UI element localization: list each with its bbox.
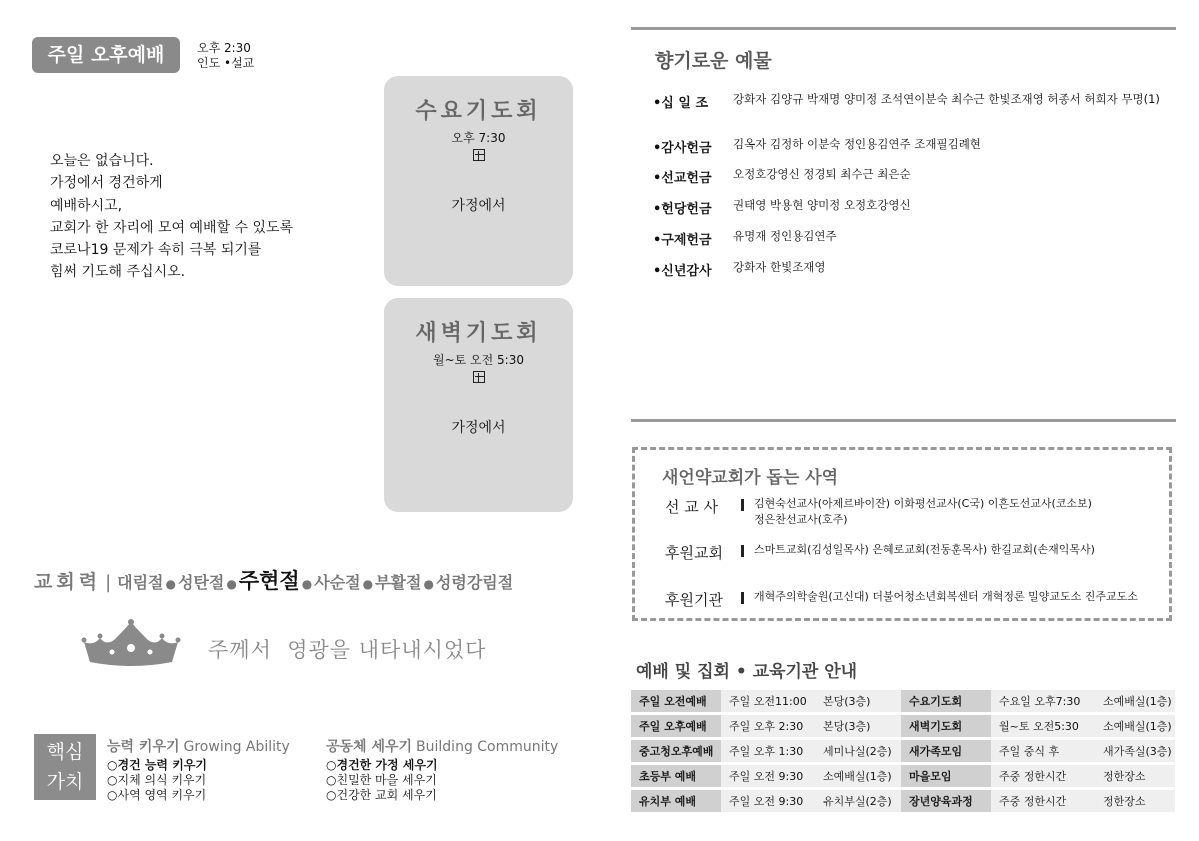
calendar-season: 성탄절 <box>178 573 225 592</box>
schedule-cell: 본당(3층) <box>815 690 901 712</box>
offering-row <box>653 137 1173 156</box>
core-values-label <box>34 734 96 800</box>
core-col-title: 능력 키우기 <box>107 739 180 755</box>
table-row <box>631 740 1175 762</box>
offering-names: 오정호강영신 정경퇴 최수근 최은순 <box>733 167 911 181</box>
calendar-season-current: 주현절 <box>238 569 300 593</box>
calendar-season: 사순절 <box>314 573 361 592</box>
mission-names: 개혁주의학술원(고신대) 더불어청소년회복센터 개혁정론 밀양교도소 진주교도소 <box>754 590 1138 603</box>
calendar-season: 부활절 <box>375 573 422 592</box>
schedule-event: 새가족모임 <box>901 740 991 762</box>
offering-label: •감사헌금 <box>653 141 712 156</box>
church-calendar: 교회력 | 대림절 ● 성탄절 ●주현절 ● 사순절 ● 부활절 ● 성령강림절 <box>34 569 514 593</box>
offering-label: •구제헌금 <box>653 233 712 248</box>
offering-names: 강화자 한빛조재영 <box>733 260 826 274</box>
schedule-cell: 정한장소 <box>1095 765 1175 787</box>
mission-names: 정은찬선교사(호주) <box>754 513 848 526</box>
bar-marker <box>741 499 744 511</box>
calendar-season: 대림절 <box>117 573 164 592</box>
divider <box>631 27 1176 30</box>
offering-names: 강화자 김양규 박재명 양미정 조석연이분숙 최수근 한빛조재영 허종서 허희자 무명(1) <box>733 92 1160 106</box>
wednesday-prayer-place: 가정에서 <box>451 198 506 214</box>
dawn-prayer-title: 새벽기도회 <box>415 321 542 346</box>
offering-row <box>653 198 1173 217</box>
offering-names: 유명재 정인용김연주 <box>733 229 837 243</box>
schedule-table <box>631 687 1175 815</box>
schedule-cell: 본당(3층) <box>815 715 901 737</box>
core-col-title: 공동체 세우기 <box>326 739 413 755</box>
schedule-cell: 수요일 오후7:30 <box>991 690 1095 712</box>
mission-row <box>665 589 1138 610</box>
core-label-line: 가치 <box>46 771 84 793</box>
schedule-event: 초등부 예배 <box>631 765 721 787</box>
calendar-theme: 주께서 영광을 내타내시었다 <box>208 638 487 662</box>
sunday-pm-title: 주일 오후예배 <box>32 37 180 73</box>
core-label-line: 핵심 <box>46 741 84 763</box>
schedule-event: 수요기도회 <box>901 690 991 712</box>
table-row <box>631 790 1175 812</box>
plus-box-icon <box>473 371 485 383</box>
core-col-title-en: Building Community <box>416 739 559 755</box>
offering-label: •선교헌금 <box>653 171 712 186</box>
offering-row <box>653 229 1173 248</box>
calendar-season: 성령강림절 <box>435 573 514 592</box>
offerings-title: 향기로운 예물 <box>655 50 772 72</box>
core-item: ○건강한 교회 세우기 <box>326 788 437 802</box>
sunday-pm-leader: 인도 •설교 <box>197 56 255 70</box>
core-col-community <box>326 740 558 803</box>
table-row <box>631 690 1175 712</box>
schedule-event: 주일 오전예배 <box>631 690 721 712</box>
schedule-cell: 소예배실(1층) <box>1095 715 1175 737</box>
notice-line: 오늘은 없습니다. <box>50 153 154 169</box>
core-item: ○경건한 가정 세우기 <box>326 758 438 772</box>
sunday-pm-info <box>197 41 254 71</box>
offering-label: •신년감사 <box>653 264 712 279</box>
plus-box-icon <box>473 149 485 161</box>
notice-line: 가정에서 경건하게 <box>50 175 163 192</box>
schedule-event: 중고청오후예배 <box>631 740 721 762</box>
bar-marker <box>741 592 744 604</box>
schedule-event: 마을모임 <box>901 765 991 787</box>
schedule-cell: 주일 오후 2:30 <box>721 715 815 737</box>
core-item: ○친밀한 마을 세우기 <box>326 773 437 787</box>
offering-row <box>653 92 1173 111</box>
schedule-cell: 유치부실(2층) <box>815 790 901 812</box>
offering-row <box>653 260 1173 279</box>
offering-label: •헌당헌금 <box>653 202 712 217</box>
schedule-cell: 정한장소 <box>1095 790 1175 812</box>
schedule-cell: 주일 오후 1:30 <box>721 740 815 762</box>
mission-names: 김현숙선교사(아제르바이잔) 이화평선교사(C국) 이흔도선교사(코소보) <box>754 497 1092 510</box>
schedule-cell: 주일 오전11:00 <box>721 690 815 712</box>
schedule-event: 유치부 예배 <box>631 790 721 812</box>
offering-names: 김옥자 김정하 이분숙 정인용김연주 조재필김례현 <box>733 137 981 151</box>
schedule-title: 예배 및 집회 • 교육기관 안내 <box>636 662 858 682</box>
notice-line: 예배하시고, <box>50 197 123 214</box>
schedule-cell: 월~토 오전5:30 <box>991 715 1095 737</box>
offering-names: 권태영 박용현 양미정 오정호강영신 <box>733 198 911 212</box>
core-col-title-en: Growing Ability <box>183 739 290 755</box>
schedule-cell: 소예배실(1층) <box>1095 690 1175 712</box>
offering-row <box>653 167 1173 186</box>
table-row <box>631 765 1175 787</box>
schedule-cell: 주일 중식 후 <box>991 740 1095 762</box>
mission-row <box>665 496 1092 528</box>
mission-label: 후원기관 <box>665 591 723 609</box>
mission-label: 후원교회 <box>665 544 723 562</box>
core-item: ○사역 영역 키우기 <box>107 788 207 802</box>
table-row <box>631 715 1175 737</box>
bar-marker <box>741 545 744 557</box>
mission-row <box>665 542 1095 563</box>
offering-label: •십 일 조 <box>653 96 709 111</box>
schedule-event: 장년양육과정 <box>901 790 991 812</box>
notice-line: 힘써 기도해 주십시오. <box>50 264 186 281</box>
notice-line: 코로나19 문제가 속히 극복 되기를 <box>50 242 262 259</box>
schedule-cell: 소예배실(1층) <box>815 765 901 787</box>
mission-label: 선 교 사 <box>665 498 719 516</box>
schedule-cell: 주중 정한시간 <box>991 790 1095 812</box>
missions-title: 새언약교회가 돕는 사역 <box>662 468 839 488</box>
dawn-prayer-time: 월~토 오전 5:30 <box>433 353 524 367</box>
mission-names: 스마트교회(김성일목사) 은혜로교회(전동훈목사) 한길교회(손재익목사) <box>754 543 1095 556</box>
dawn-prayer-card <box>384 298 573 512</box>
calendar-label: 교회력 <box>34 571 102 593</box>
wednesday-prayer-card <box>384 76 573 286</box>
sunday-pm-notice <box>50 150 293 284</box>
wednesday-prayer-time: 오후 7:30 <box>451 131 506 145</box>
schedule-cell: 새가족실(3층) <box>1095 740 1175 762</box>
crown-icon <box>80 618 182 670</box>
schedule-cell: 세미나실(2층) <box>815 740 901 762</box>
divider <box>631 419 1176 422</box>
sunday-pm-time: 오후 2:30 <box>197 41 251 55</box>
core-col-ability <box>107 740 290 803</box>
schedule-cell: 주중 정한시간 <box>991 765 1095 787</box>
notice-line: 교회가 한 자리에 모여 예배할 수 있도록 <box>50 219 294 236</box>
core-item: ○지체 의식 키우기 <box>107 773 207 787</box>
schedule-cell: 주일 오전 9:30 <box>721 790 815 812</box>
dawn-prayer-place: 가정에서 <box>451 420 506 436</box>
wednesday-prayer-title: 수요기도회 <box>415 99 542 124</box>
core-item: ○경건 능력 키우기 <box>107 758 207 772</box>
schedule-event: 주일 오후예배 <box>631 715 721 737</box>
schedule-cell: 주일 오전 9:30 <box>721 765 815 787</box>
schedule-event: 새벽기도회 <box>901 715 991 737</box>
